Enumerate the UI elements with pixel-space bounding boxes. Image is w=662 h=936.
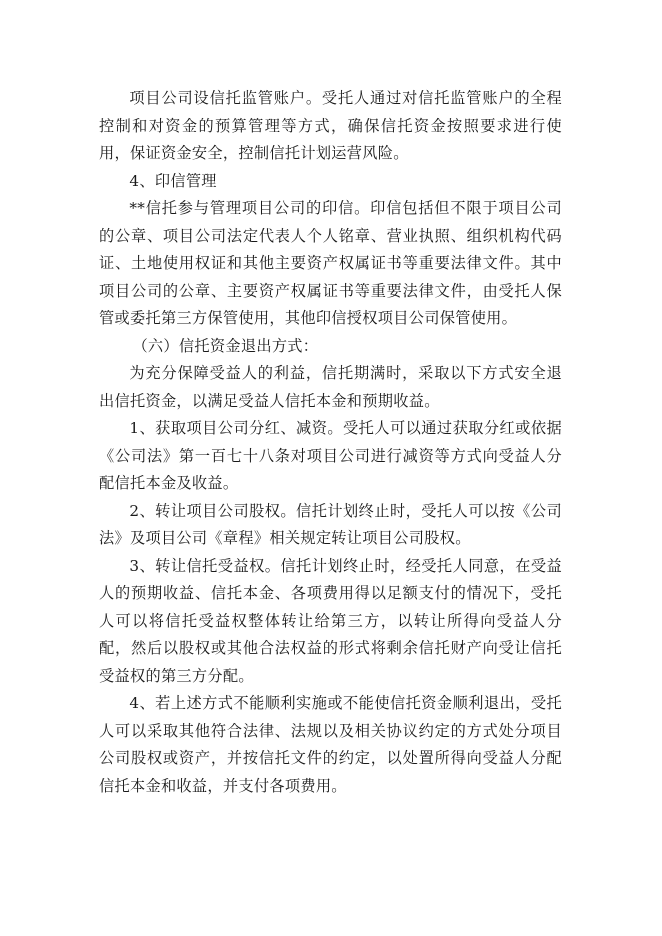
paragraph-exit-method-2: 2、转让项目公司股权。信托计划终止时，受托人可以按《公司法》及项目公司《章程》相关规定转让项目公司股权。 bbox=[99, 501, 562, 547]
paragraph-exit-method-4: 4、若上述方式不能顺利实施或不能使信托资金顺利退出，受托人可以采取其他符合法律、法规以及相关协议约定的方式处分项目公司股权或资产，并按信托文件的约定，以处置所得向受益人分配信托本金和收益，并支付各项费用。 bbox=[99, 694, 562, 795]
document-body bbox=[99, 85, 562, 800]
paragraph-exit-method-3: 3、转让信托受益权。信托计划终止时，经受托人同意，在受益人的预期收益、信托本金、各项费用得以足额支付的情况下，受托人可以将信托受益权整体转让给第三方，以转让所得向受益人分配，然后以股权或其他合法权益的形式将剩余信托财产向受让信托受益权的第三方分配。 bbox=[99, 556, 562, 685]
heading-exit-methods: （六）信托资金退出方式： bbox=[132, 336, 319, 355]
paragraph-trust-account: 项目公司设信托监管账户。受托人通过对信托监管账户的全程控制和对资金的预算管理等方式，确保信托资金按照要求进行使用，保证资金安全，控制信托计划运营风险。 bbox=[99, 89, 562, 162]
paragraph-seal-management: **信托参与管理项目公司的印信。印信包括但不限于项目公司的公章、项目公司法定代表人个人铭章、营业执照、组织机构代码证、土地使用权证和其他主要资产权属证书等重要法律文件。其中项目公司的公章、主要资产权属证书等重要法律文件，由受托人保管或委托第三方保管使用，其他印信授权项目公司保管使用。 bbox=[99, 199, 562, 327]
paragraph-exit-intro: 为充分保障受益人的利益，信托期满时，采取以下方式安全退出信托资金，以满足受益人信托本金和预期收益。 bbox=[99, 364, 562, 410]
paragraph-exit-method-1: 1、获取项目公司分红、减资。受托人可以通过获取分红或依据《公司法》第一百七十八条对项目公司进行减资等方式向受益人分配信托本金及收益。 bbox=[99, 419, 562, 492]
heading-seal-management: 4、印信管理 bbox=[129, 171, 217, 190]
